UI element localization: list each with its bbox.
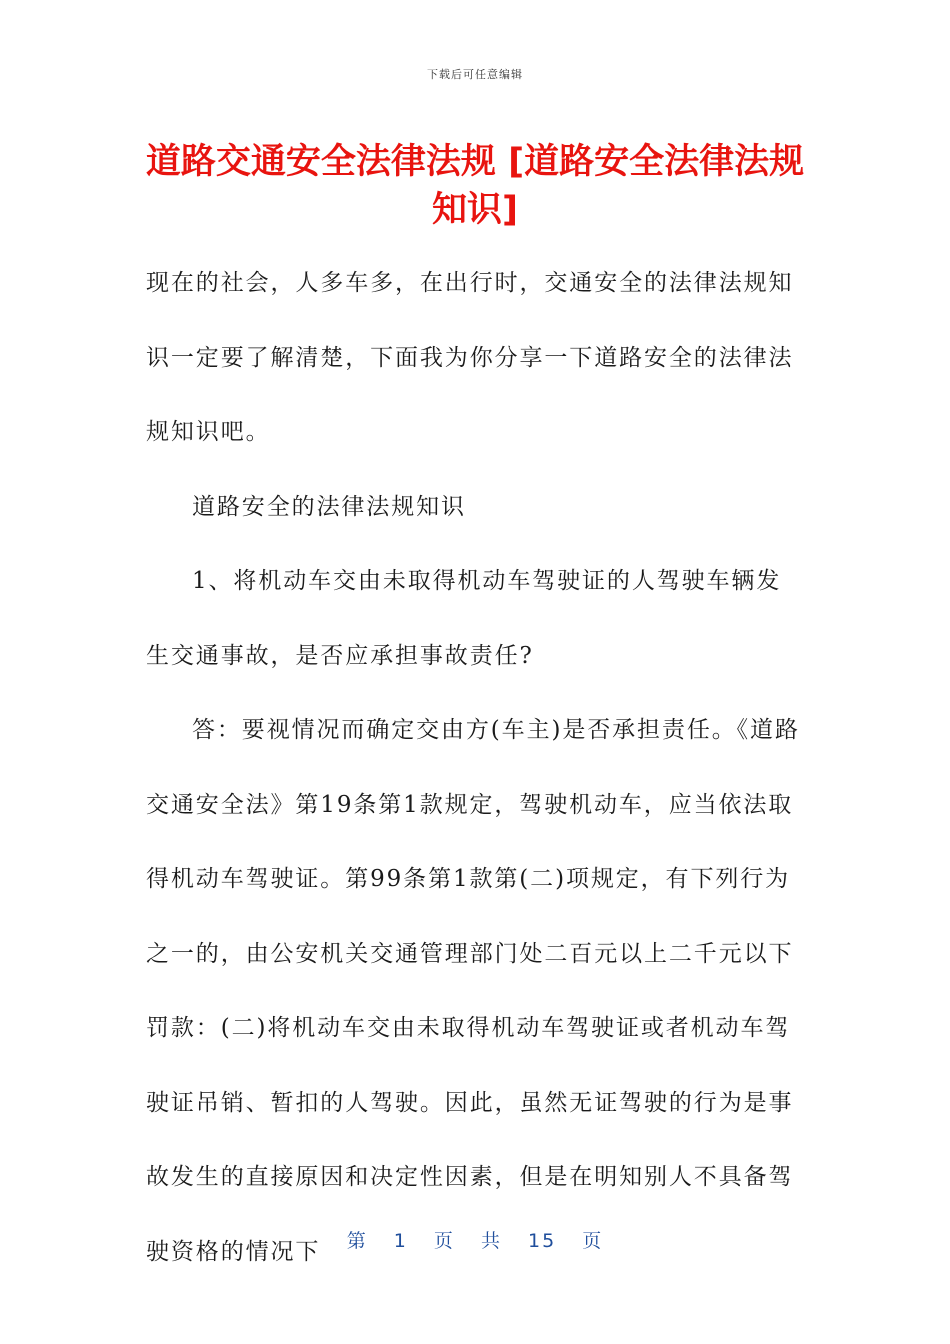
- intro-paragraph: 现在的社会，人多车多，在出行时，交通安全的法律法规知识一定要了解清楚，下面我为你分享一下道路安全的法律法规知识吧。: [146, 270, 794, 445]
- document-title: 道路交通安全法律法规 [道路安全法律法规知识]: [145, 142, 805, 230]
- page-footer: 第 1 页 共 15 页: [346, 1230, 604, 1252]
- document-body: [146, 246, 800, 1289]
- section-heading: 道路安全的法律法规知识: [192, 493, 466, 520]
- question-paragraph: 1、将机动车交由未取得机动车驾驶证的人驾驶车辆发生交通事故，是否应承担事故责任?: [146, 568, 782, 669]
- header-note: 下载后可任意编辑: [427, 68, 523, 81]
- answer-paragraph: 答：要视情况而确定交由方(车主)是否承担责任。《道路交通安全法》第19条第1款规定，驾驶机动车，应当依法取得机动车驾驶证。第99条第1款第(二)项规定，有下列行为之一的，由公安机关交通管理部门处二百元以上二千元以下罚款：(二)将机动车交由未取得机动车驾驶证或者机动车驾驶证吊销、暂扣的人驾驶。因此，虽然无证驾驶的行为是事故发生的直接原因和决定性因素，但是在明知别人不具备驾驶资格的情况下: [146, 717, 800, 1265]
